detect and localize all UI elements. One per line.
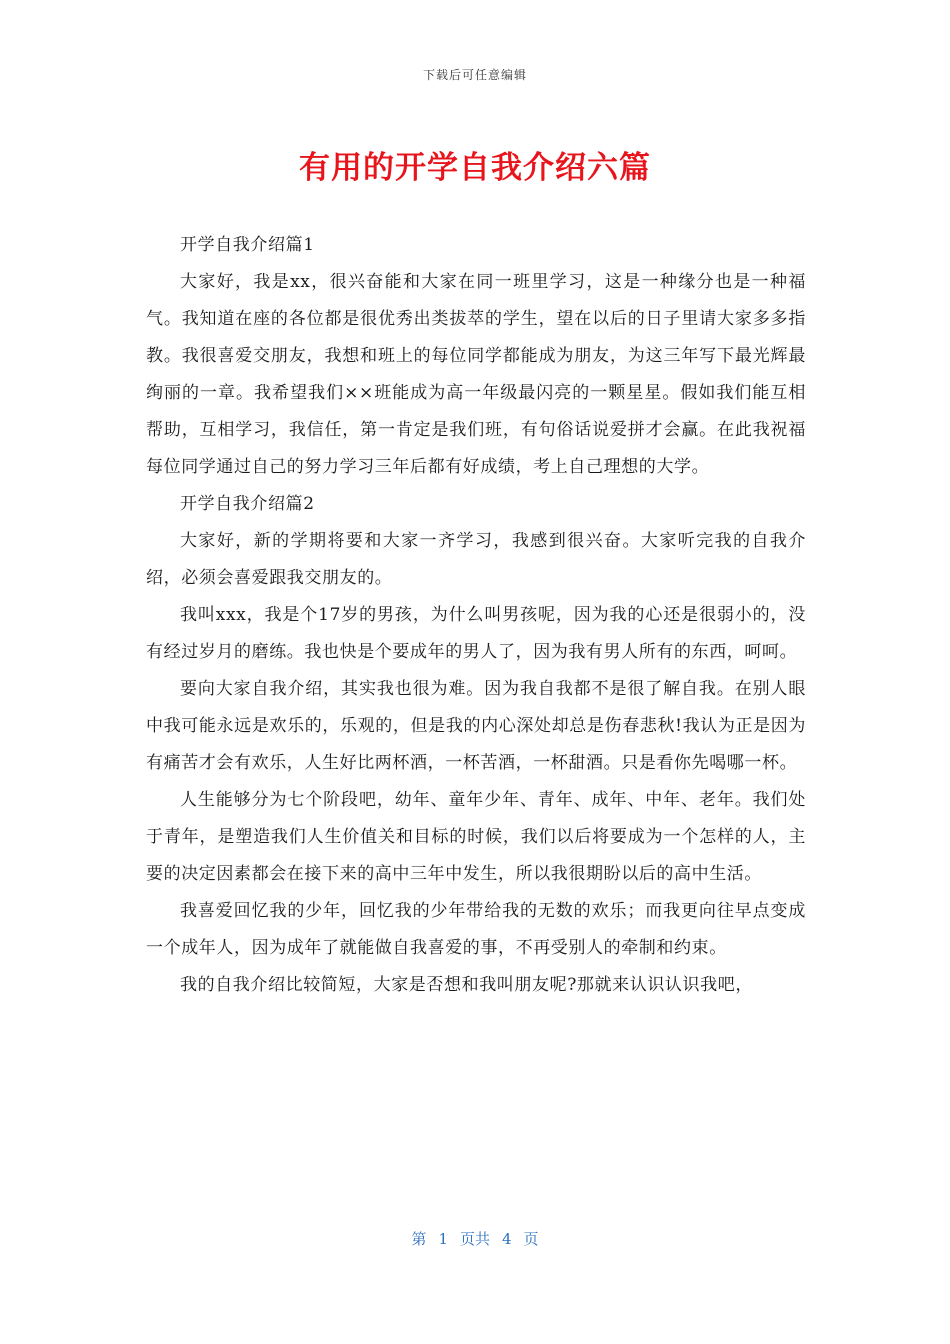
body-paragraph: 人生能够分为七个阶段吧，幼年、童年少年、青年、成年、中年、老年。我们处于青年，是塑造我们人生价值关和目标的时候，我们以后将要成为一个怎样的人，主要的决定因素都会在接下来的高中三年中发生，所以我很期盼以后的高中生活。	[146, 790, 806, 884]
body-paragraph: 我叫xxx，我是个17岁的男孩，为什么叫男孩呢，因为我的心还是很弱小的，没有经过岁月的磨练。我也快是个要成年的男人了，因为我有男人所有的东西，呵呵。	[146, 605, 806, 662]
footer-of-label: 页共	[459, 1230, 490, 1248]
document-title: 有用的开学自我介绍六篇	[299, 150, 651, 186]
footer-total-pages: 4	[502, 1230, 512, 1248]
document-body	[146, 227, 806, 1004]
body-paragraph: 大家好，新的学期将要和大家一齐学习，我感到很兴奋。大家听完我的自我介绍，必须会喜爱跟我交朋友的。	[146, 531, 806, 588]
body-paragraph: 我的自我介绍比较简短，大家是否想和我叫朋友呢?那就来认识认识我吧，	[180, 975, 753, 995]
footer-page-label: 第	[411, 1230, 427, 1248]
section-heading: 开学自我介绍篇2	[180, 494, 315, 514]
body-paragraph: 要向大家自我介绍，其实我也很为难。因为我自我都不是很了解自我。在别人眼中我可能永远是欢乐的，乐观的，但是我的内心深处却总是伤春悲秋!我认为正是因为有痛苦才会有欢乐，人生好比两杯酒，一杯苦酒，一杯甜酒。只是看你先喝哪一杯。	[146, 679, 806, 773]
header-note: 下载后可任意编辑	[422, 68, 527, 82]
body-paragraph: 我喜爱回忆我的少年，回忆我的少年带给我的无数的欢乐；而我更向往早点变成一个成年人，因为成年了就能做自我喜爱的事，不再受别人的牵制和约束。	[146, 901, 806, 958]
footer-unit-label: 页	[523, 1230, 539, 1248]
footer-current-page: 1	[438, 1230, 448, 1248]
section-heading: 开学自我介绍篇1	[180, 235, 315, 255]
page-footer	[0, 1228, 950, 1249]
body-paragraph: 大家好，我是xx，很兴奋能和大家在同一班里学习，这是一种缘分也是一种福气。我知道在座的各位都是很优秀出类拔萃的学生，望在以后的日子里请大家多多指教。我很喜爱交朋友，我想和班上的每位同学都能成为朋友，为这三年写下最光辉最绚丽的一章。我希望我们××班能成为高一年级最闪亮的一颗星星。假如我们能互相帮助，互相学习，我信任，第一肯定是我们班，有句俗话说爱拼才会赢。在此我祝福每位同学通过自己的努力学习三年后都有好成绩，考上自己理想的大学。	[146, 272, 806, 477]
